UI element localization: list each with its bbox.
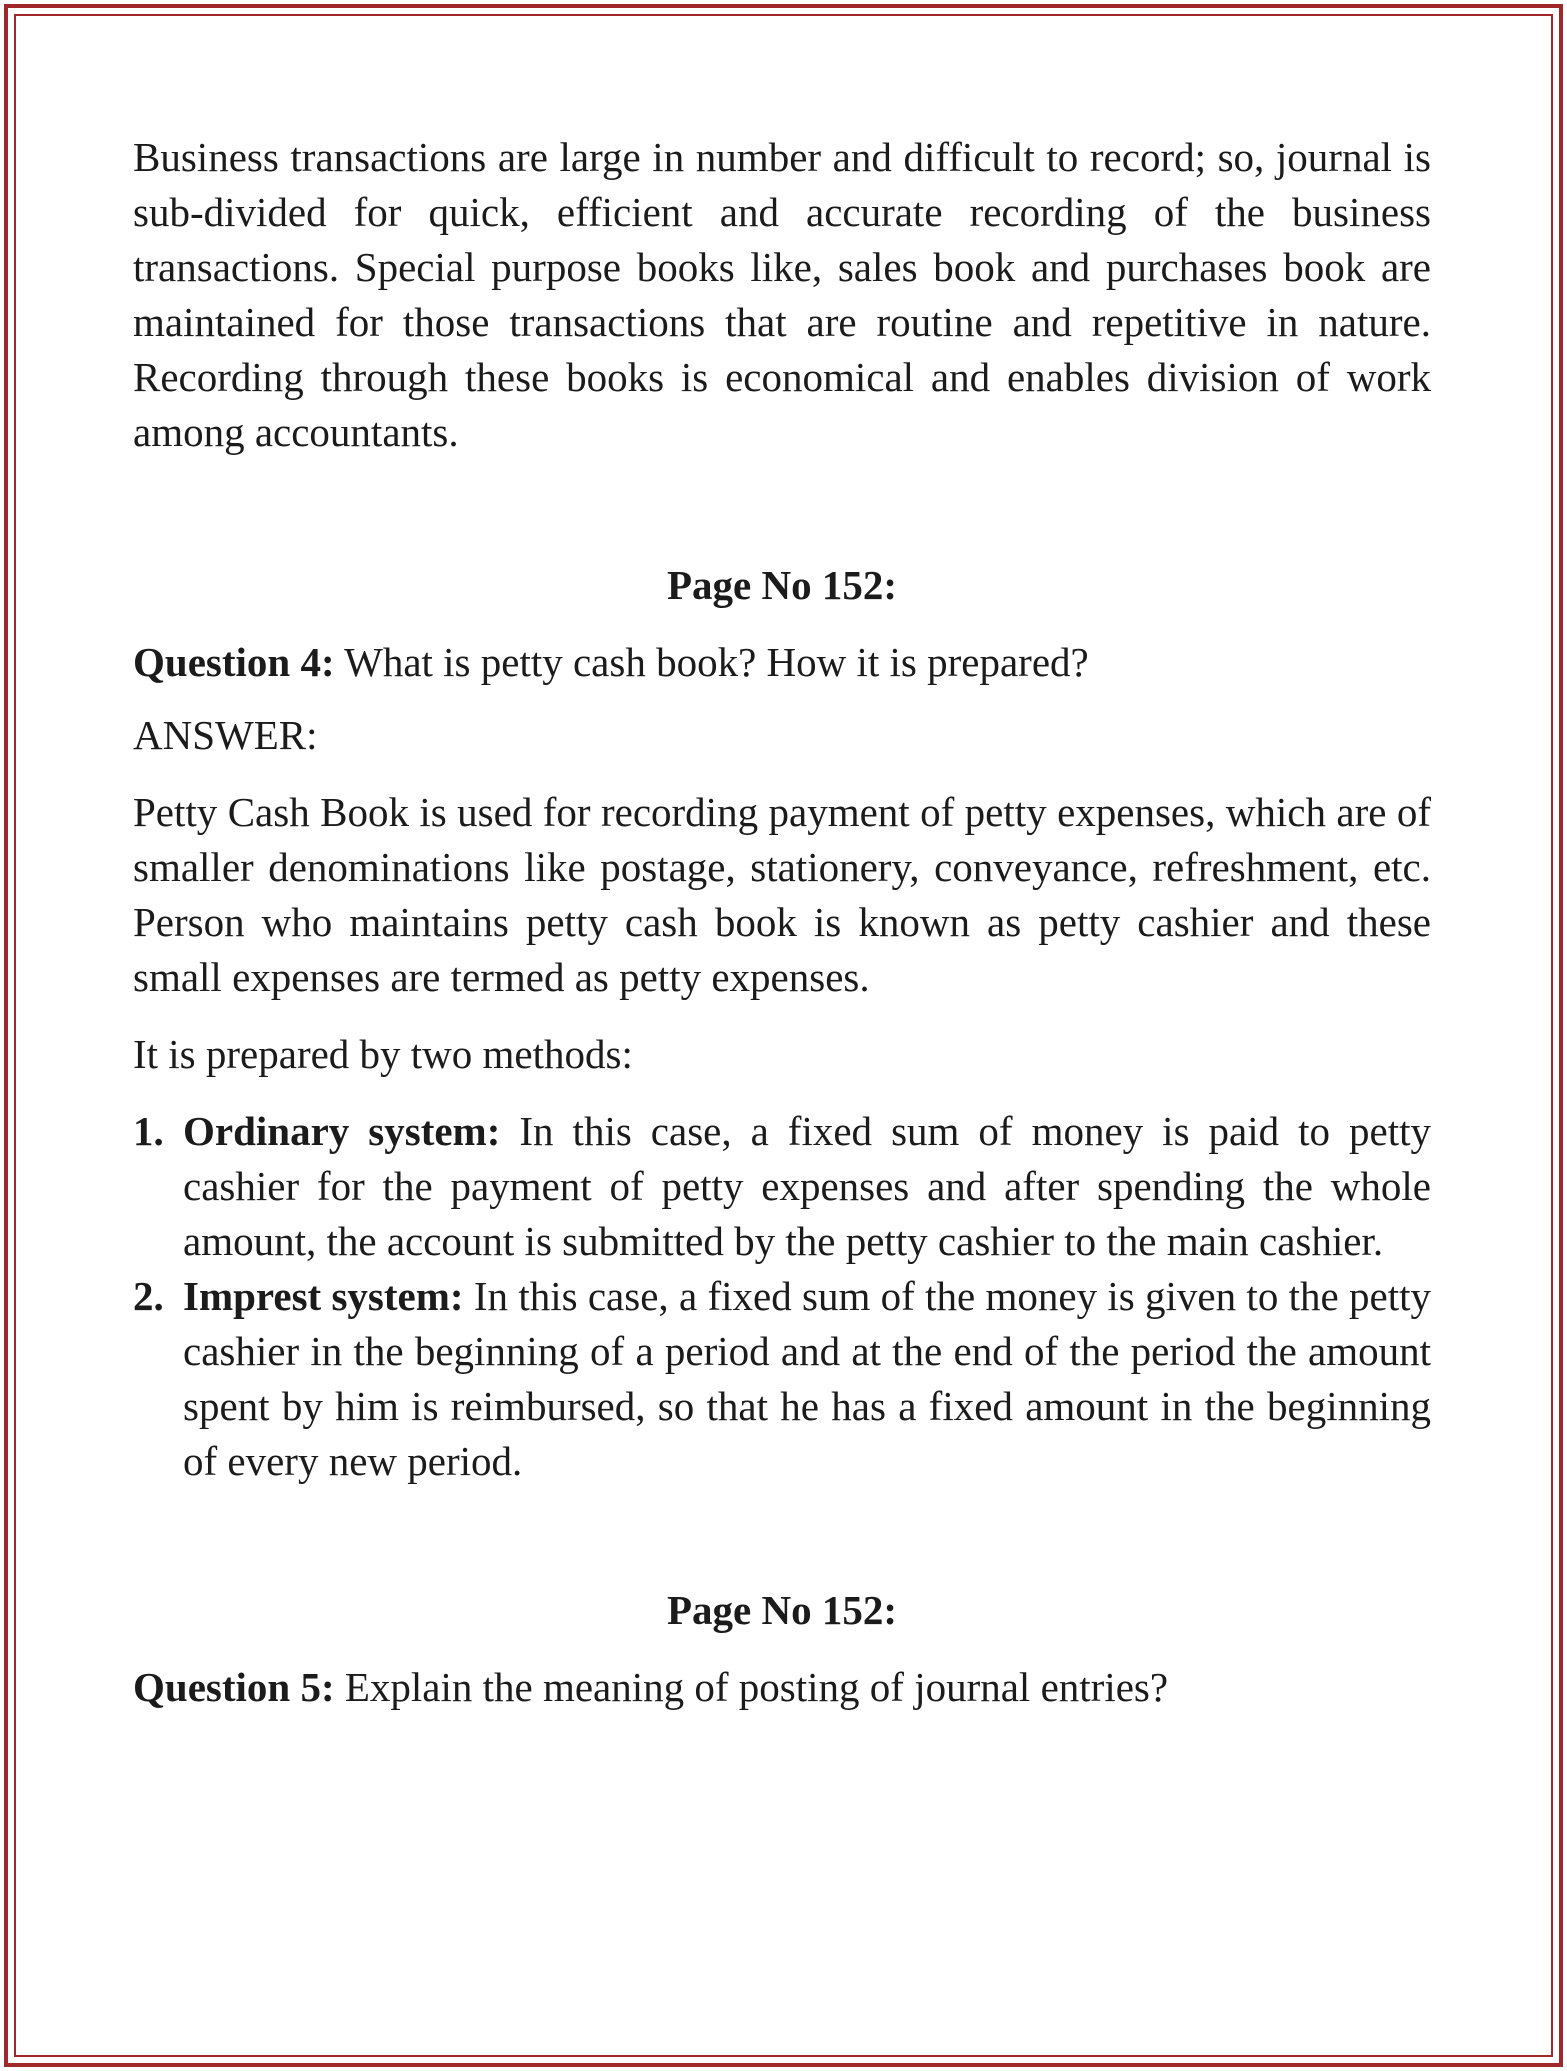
method-text: In this case, a fixed sum of the money is given to the petty cashier in the beginning of a period and at the end of the period the amount spent by him is reimbursed, so that he has a fixed amount in the beginning of every new period.	[183, 1273, 1432, 1484]
answer-paragraph: Petty Cash Book is used for recording payment of petty expenses, which are of smaller denominations like postage, stationery, conveyance, refreshment, etc. Person who maintains petty cash book is known as petty cashier and these small expenses are termed as petty expenses.	[133, 789, 1431, 1000]
methods-intro: It is prepared by two methods:	[133, 1031, 633, 1077]
method-name: Ordinary system:	[183, 1108, 501, 1154]
page-heading-1: Page No 152:	[666, 562, 897, 608]
question-4	[133, 635, 1431, 690]
question-5-text: Explain the meaning of posting of journal entries?	[344, 1664, 1169, 1710]
method-text: In this case, a fixed sum of money is paid to petty cashier for the payment of petty expenses and after spending the whole amount, the account is submitted by the petty cashier to the main cashier.	[183, 1108, 1432, 1264]
question-5	[133, 1660, 1431, 1715]
method-number: 1.	[133, 1108, 164, 1154]
answer-label: ANSWER:	[133, 712, 318, 758]
document-content	[133, 130, 1431, 1715]
method-number: 2.	[133, 1273, 164, 1319]
intro-paragraph: Business transactions are large in number and difficult to record; so, journal is sub-divided for quick, efficient and accurate recording of the business transactions. Special purpose books like, sales book and purchases book are maintained for those transactions that are routine and repetitive in nature. Recording through these books is economical and enables division of work among accountants.	[133, 134, 1431, 455]
page-heading-2: Page No 152:	[666, 1587, 897, 1633]
method-item-imprest	[133, 1269, 1431, 1489]
question-5-label: Question 5:	[133, 1664, 335, 1710]
method-name: Imprest system:	[183, 1273, 464, 1319]
question-4-text: What is petty cash book? How it is prepared?	[344, 639, 1089, 685]
method-item-ordinary	[133, 1104, 1431, 1269]
question-4-label: Question 4:	[133, 639, 335, 685]
methods-list	[133, 1104, 1431, 1489]
